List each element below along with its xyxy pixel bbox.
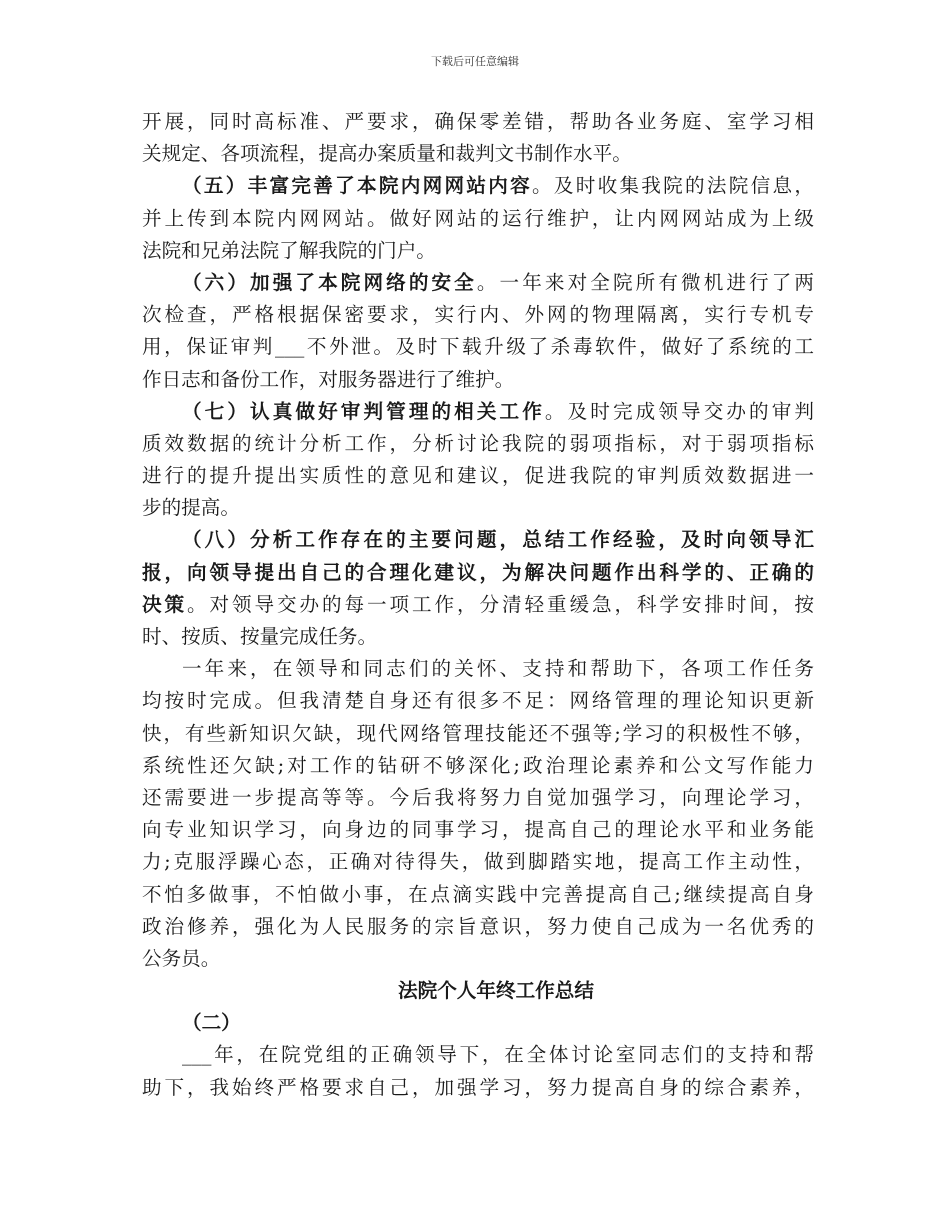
text-line	[142, 557, 814, 589]
text-line	[142, 428, 814, 460]
body-text: 政治修养，强化为人民服务的宗旨意识，努力使自己成为一名优秀的	[142, 914, 814, 938]
text-line	[142, 911, 814, 943]
text-line	[142, 718, 814, 750]
section-title	[142, 975, 814, 1007]
page-header	[0, 55, 950, 69]
text-line	[142, 299, 814, 331]
text-line	[142, 331, 814, 363]
body-text: 进行的提升提出实质性的意见和建议，促进我院的审判质效数据进一	[142, 464, 814, 488]
body-text: 。及时完成领导交办的审判	[544, 399, 815, 423]
document-body	[142, 106, 814, 1104]
bold-text: （五）丰富完善了本院内网网站内容	[182, 174, 532, 198]
body-text: 用，保证审判___不外泄。及时下载升级了杀毒软件，做好了系统的工	[142, 335, 814, 359]
text-line	[142, 879, 814, 911]
body-text: 时、按质、按量完成任务。	[142, 625, 378, 648]
text-line	[142, 685, 814, 717]
body-text: 一年来，在领导和同志们的关怀、支持和帮助下，各项工作任务	[182, 657, 814, 681]
text-line	[142, 621, 814, 653]
bold-text: （八）分析工作存在的主要问题，总结工作经验，及时向领导汇	[182, 528, 814, 552]
body-text: 助下，我始终严格要求自己，加强学习，努力提高自身的综合素养，	[142, 1075, 814, 1099]
text-line	[142, 750, 814, 782]
body-text: 步的提高。	[142, 496, 240, 520]
body-text: 均按时完成。但我清楚自身还有很多不足：网络管理的理论知识更新	[142, 689, 814, 713]
body-text: 法院和兄弟法院了解我院的门户。	[142, 238, 436, 262]
body-text: 系统性还欠缺;对工作的钻研不够深化;政治理论素养和公文写作能力	[142, 753, 814, 777]
bold-text: 法院个人年终工作总结	[398, 979, 594, 1003]
bold-text: （六）加强了本院网络的安全	[182, 270, 477, 294]
text-line	[142, 106, 814, 138]
text-line	[142, 492, 814, 524]
body-text: 向专业知识学习，向身边的同事学习，提高自己的理论水平和业务能	[142, 818, 814, 842]
body-text: ___年，在院党组的正确领导下，在全体讨论室同志们的支持和帮	[182, 1043, 814, 1067]
text-line	[142, 203, 814, 235]
bold-text: 报，向领导提出自己的合理化建议，为解决问题作出科学的、正确的	[142, 560, 814, 584]
body-text: 不怕多做事，不怕做小事，在点滴实践中完善提高自己;继续提高自身	[142, 882, 814, 906]
text-line	[142, 364, 814, 396]
text-line	[142, 814, 814, 846]
body-text: 。及时收集我院的法院信息，	[531, 174, 815, 198]
body-text: 并上传到本院内网网站。做好网站的运行维护，让内网网站成为上级	[142, 206, 814, 230]
text-line	[142, 396, 814, 428]
body-text: 。一年来对全院所有微机进行了两	[476, 270, 815, 294]
text-line	[142, 170, 814, 202]
text-line	[142, 1007, 814, 1039]
body-text: 次检查，严格根据保密要求，实行内、外网的物理隔离，实行专机专	[142, 303, 814, 327]
text-line	[142, 235, 814, 267]
text-line	[142, 943, 814, 975]
bold-text: （七）认真做好审判管理的相关工作	[182, 399, 545, 423]
body-text: 关规定、各项流程，提高办案质量和裁判文书制作水平。	[142, 142, 632, 166]
header-text: 下载后可任意编辑	[431, 55, 519, 68]
text-line	[142, 524, 814, 556]
text-line	[142, 1072, 814, 1104]
text-line	[142, 653, 814, 685]
body-text: 快，有些新知识欠缺，现代网络管理技能还不强等;学习的积极性不够，	[142, 721, 814, 745]
text-line	[142, 138, 814, 170]
bold-text: 决策	[142, 592, 187, 616]
body-text: 开展，同时高标准、严要求，确保零差错，帮助各业务庭、室学习相	[142, 110, 814, 133]
body-text: 质效数据的统计分析工作，分析讨论我院的弱项指标，对于弱项指标	[142, 431, 814, 455]
body-text: 。对领导交办的每一项工作，分清轻重缓急，科学安排时间，按	[187, 592, 815, 616]
body-text: 力;克服浮躁心态，正确对待得失，做到脚踏实地，提高工作主动性，	[142, 850, 814, 874]
body-text: 还需要进一步提高等等。今后我将努力自觉加强学习，向理论学习，	[142, 785, 814, 809]
text-line	[142, 1039, 814, 1071]
text-line	[142, 267, 814, 299]
body-text: 公务员。	[142, 946, 221, 970]
text-line	[142, 460, 814, 492]
text-line	[142, 782, 814, 814]
text-line	[142, 589, 814, 621]
bold-text: （二）	[182, 1011, 241, 1035]
body-text: 作日志和备份工作，对服务器进行了维护。	[142, 367, 515, 391]
text-line	[142, 846, 814, 878]
